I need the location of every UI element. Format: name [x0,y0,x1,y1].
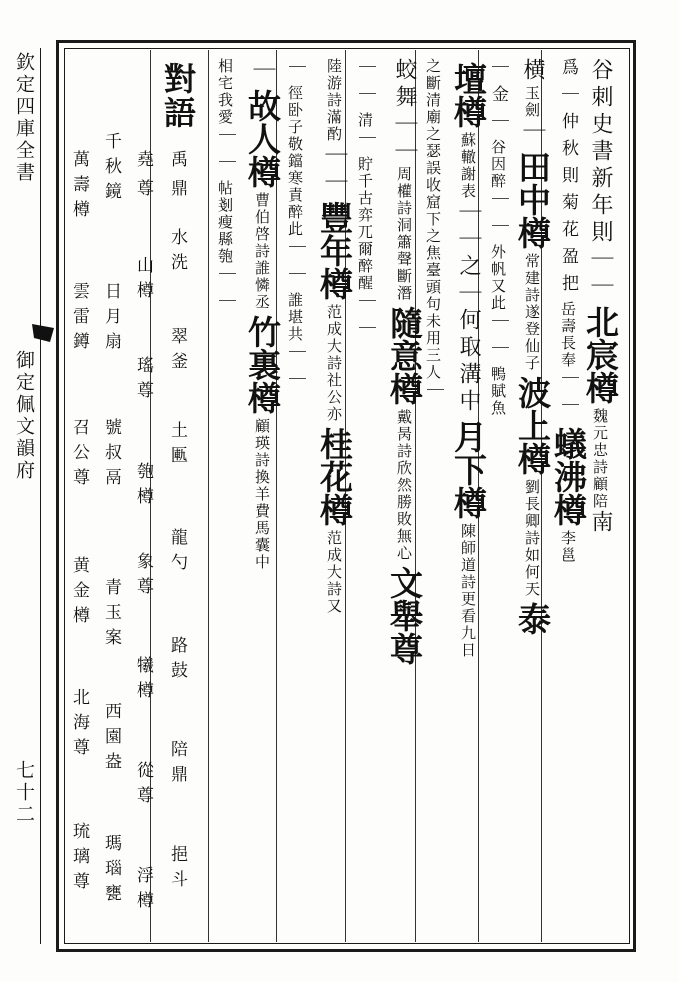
body-text: ｜｜ [488,190,508,244]
citation-text: 玉劍 [523,85,541,119]
grid-row-4-cell-5: 北海尊 [69,688,89,763]
headword: 壇樽 [449,62,488,128]
body-text: 南 [588,510,613,537]
grid-row-4-cell-2: 雲雷鐏 [69,282,89,357]
fish-tail-icon [30,322,56,344]
body-text: ｜｜之｜何取溝中 [456,200,481,416]
headword: 田中樽 [513,150,552,249]
body-text: 蛟舞 [392,58,417,112]
headword: 蟻沸樽 [549,427,588,526]
citation-text: 相宅我愛 [216,58,234,126]
body-text: ｜金｜ [488,58,508,139]
citation-text: 弈兀爾醉醒 [356,207,374,292]
body-text: ｜｜ [285,238,305,292]
grid-row-4-cell-3: 召公尊 [69,418,89,493]
section-heading: 對語 [159,62,197,130]
grid-row-4-cell-4: 黄金樽 [69,556,89,631]
body-text: ｜｜ [488,312,508,366]
citation-text: 岳壽長奉 [559,301,577,369]
citation-text: 貯千古 [356,156,374,207]
grid-row-2-cell-1: 堯尊 [133,150,153,208]
margin-rule [40,48,41,944]
grid-row-2-cell-8: 浮樽 [133,866,153,916]
body-text: ｜ [355,129,375,156]
headword: 竹裏樽 [243,315,282,414]
citation-text: 陳師道詩更看九日 [459,523,477,659]
grid-row-3-cell-6: 瑪瑙甕 [101,834,121,909]
text-column-8 [356,58,373,346]
grid-row-2-cell-3: 瑤尊 [133,356,153,406]
page-number: 七十二 [13,760,35,826]
grid-row-1-cell-7: 陪鼎 [167,740,187,790]
citation-text: 魏元忠詩顧陪 [591,408,609,510]
citation-text: 鴨賦魚 [489,366,507,417]
citation-text: 李邕 [559,530,577,564]
text-column-12 [216,58,233,319]
body-text: ｜｜ [558,369,578,423]
grid-row-1-cell-8: 挹斗 [167,845,187,895]
citation-text: 蘇轍謝表 [459,132,477,200]
grid-row-3-cell-3: 號叔鬲 [101,418,121,493]
citation-text: 曹伯啓詩誰憐丞 [253,192,271,311]
citation-text: 之斷清廟之瑟誤收窟下之焦 [424,58,442,262]
body-text: ｜｜ [355,58,375,112]
headword: 隨意樽 [385,306,424,405]
body-text: ｜ [250,58,275,85]
citation-text: 清 [356,112,374,129]
grid-row-1-cell-6: 路鼓 [167,636,187,686]
text-column-5 [449,58,488,659]
body-text: ｜ [423,381,443,408]
citation-text: 徑卧子敬鐺 [286,85,304,170]
grid-row-2-cell-7: 從尊 [133,761,153,811]
body-text: 爲｜仲秋則菊花盈把 [558,58,578,301]
citation-text: 戴昺詩欣然勝敗無心 [395,409,413,562]
grid-row-3-cell-5: 西園盎 [101,702,121,777]
body-text: ｜ [285,58,305,85]
citation-text: 谷因醉 [489,139,507,190]
text-column-6 [424,58,441,408]
grid-row-4-cell-6: 琉璃尊 [69,822,89,897]
citation-text: 周權詩洞簫聲斷潛 [395,166,413,302]
grid-row-1-cell-1: 禹鼎 [167,150,187,208]
text-column-10 [286,58,303,397]
body-text: ｜｜ [322,143,347,197]
citation-text: 常建詩遂登仙子 [523,253,541,372]
citation-text: 誰堪共 [286,292,304,343]
body-text: ｜ [520,119,545,146]
grid-row-3-cell-4: 青玉案 [101,578,121,653]
text-column-7 [385,58,424,669]
citation-text: 陸游詩滿酌 [325,58,343,143]
citation-text: 帖剗瘦縣匏 [216,180,234,265]
grid-row-1-cell-2: 水洗 [167,228,187,278]
grid-row-2-cell-2: 山樽 [133,256,153,306]
citation-text: 外帆又此 [489,244,507,312]
grid-row-2-cell-4: 匏樽 [133,462,153,512]
headword: 波上樽 [513,376,552,475]
body-text: ｜｜ [355,292,375,346]
grid-row-2-cell-6: 犧樽 [133,656,153,706]
citation-text: 寒責醉此 [286,170,304,238]
headword: 豐年樽 [315,201,354,300]
headword: 泰 [513,602,552,635]
text-column-4 [489,58,506,417]
headword: 桂花樽 [315,427,354,526]
grid-row-2-cell-5: 象尊 [133,552,153,602]
citation-text: 劉長卿詩如何天 [523,479,541,598]
grid-row-1-cell-4: 土匭 [167,421,187,471]
citation-text: 范成大詩社公亦 [325,304,343,423]
headword: 北宸樽 [581,305,620,404]
body-text: ｜｜ [285,343,305,397]
grid-row-4-cell-1: 萬壽樽 [69,150,89,225]
book-title: 欽定四庫全書 [13,52,35,184]
headword: 月下樽 [449,420,488,519]
body-text: ｜｜ [215,265,235,319]
grid-row-1-cell-3: 翠釜 [167,327,187,377]
grid-row-3-cell-1: 千秋鏡 [101,132,121,207]
headword: 故人樽 [243,89,282,188]
body-text: ｜｜ [392,112,417,166]
citation-text: 顧瑛詩換羊費馬囊中 [253,418,271,571]
body-text: ｜｜ [215,126,235,180]
grid-row-3-cell-2: 日月扇 [101,282,121,357]
citation-text: 范成大詩又 [325,530,343,615]
body-text: 横 [520,58,545,85]
body-text: 谷刺史書新年則｜｜ [588,58,613,301]
grid-row-1-cell-5: 龍勺 [167,528,187,578]
section-title: 御定佩文韻府 [13,350,35,482]
text-column-1 [581,58,620,537]
column-rule [208,50,209,942]
citation-text: 臺頭句未用三人 [424,262,442,381]
headword: 文舉尊 [385,566,424,665]
text-column-9 [315,58,354,615]
text-column-2 [549,58,588,564]
text-column-3 [513,58,552,639]
text-column-11 [243,58,282,571]
